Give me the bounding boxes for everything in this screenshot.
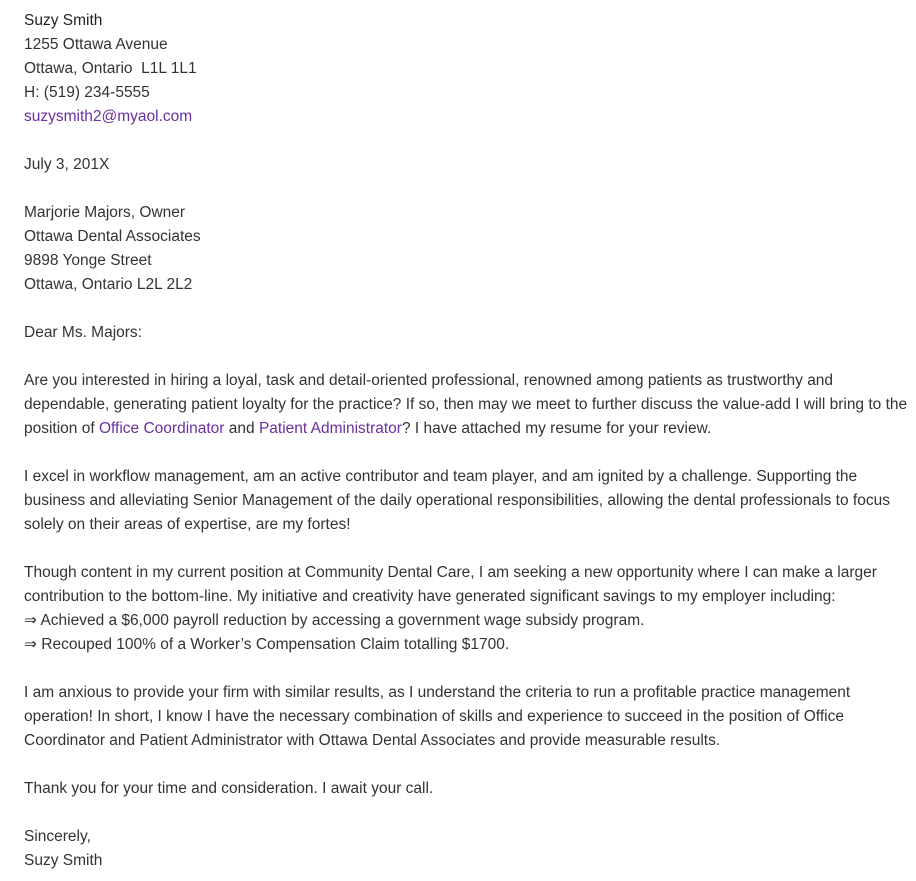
salutation: Dear Ms. Majors: bbox=[24, 324, 142, 341]
office-coordinator-link[interactable]: Office Coordinator bbox=[98, 420, 225, 437]
paragraph-intro-text-c: ? I have attached my resume for your review. bbox=[401, 420, 712, 437]
recipient-city: Ottawa, Ontario L2L 2L2 bbox=[24, 276, 193, 293]
paragraph-results: I am anxious to provide your firm with similar results, as I understand the criteria to run a profitable practice management operation! In short, I know I have the necessary combination of skills and experience to succeed in the position of Office Coordinator and Patient Administrator with Ottawa Dental Associates and provide measurable results. bbox=[24, 684, 851, 749]
spacer bbox=[24, 441, 912, 465]
paragraph-intro-text-b: and bbox=[224, 420, 259, 437]
spacer bbox=[24, 345, 912, 369]
recipient-name-title: Marjorie Majors, Owner bbox=[24, 204, 186, 221]
paragraph-achievements bbox=[24, 561, 912, 657]
cover-letter bbox=[24, 9, 912, 873]
patient-administrator-link[interactable]: Patient Administrator bbox=[258, 420, 402, 437]
sender-block bbox=[24, 9, 912, 129]
recipient-block bbox=[24, 201, 912, 297]
paragraph-achievements-intro: Though content in my current position at Community Dental Care, I am seeking a new opportunity where I can make a larger contribution to the bottom-line. My initiative and creativity have generated significant savings to my employer including: bbox=[24, 564, 877, 605]
spacer bbox=[24, 129, 912, 153]
spacer bbox=[24, 297, 912, 321]
closing: Sincerely, bbox=[24, 828, 91, 845]
achievement-bullet: ⇒ Recouped 100% of a Worker’s Compensation Claim totalling $1700. bbox=[24, 636, 510, 653]
paragraph-intro-text-a: Are you interested in hiring a loyal, task and detail-oriented professional, renowned among patients as trustworthy and dependable, generating patient loyalty for the practice? If so, then may we meet to further discuss the value-add I will bring to the position of bbox=[24, 372, 908, 437]
recipient-street: 9898 Yonge Street bbox=[24, 252, 152, 269]
paragraph-strengths: I excel in workflow management, am an active contributor and team player, and am ignited by a challenge. Supporting the business and alleviating Senior Management of the daily operational responsibilities, allowing the dental professionals to focus solely on their areas of expertise, are my fortes! bbox=[24, 468, 890, 533]
spacer bbox=[24, 537, 912, 561]
sender-phone: H: (519) 234-5555 bbox=[24, 84, 150, 101]
paragraph-thanks: Thank you for your time and consideration. I await your call. bbox=[24, 780, 434, 797]
sender-street: 1255 Ottawa Avenue bbox=[24, 36, 168, 53]
letter-date: July 3, 201X bbox=[24, 156, 110, 173]
spacer bbox=[24, 657, 912, 681]
spacer bbox=[24, 177, 912, 201]
sender-name: Suzy Smith bbox=[24, 12, 103, 29]
sender-city: Ottawa, Ontario L1L 1L1 bbox=[24, 60, 197, 77]
signature-name: Suzy Smith bbox=[24, 852, 103, 869]
sender-email-link[interactable]: suzysmith2@myaol.com bbox=[24, 108, 193, 125]
recipient-company: Ottawa Dental Associates bbox=[24, 228, 201, 245]
spacer bbox=[24, 801, 912, 825]
achievement-bullet: ⇒ Achieved a $6,000 payroll reduction by accessing a government wage subsidy program. bbox=[24, 612, 645, 629]
spacer bbox=[24, 753, 912, 777]
paragraph-intro bbox=[24, 369, 912, 441]
